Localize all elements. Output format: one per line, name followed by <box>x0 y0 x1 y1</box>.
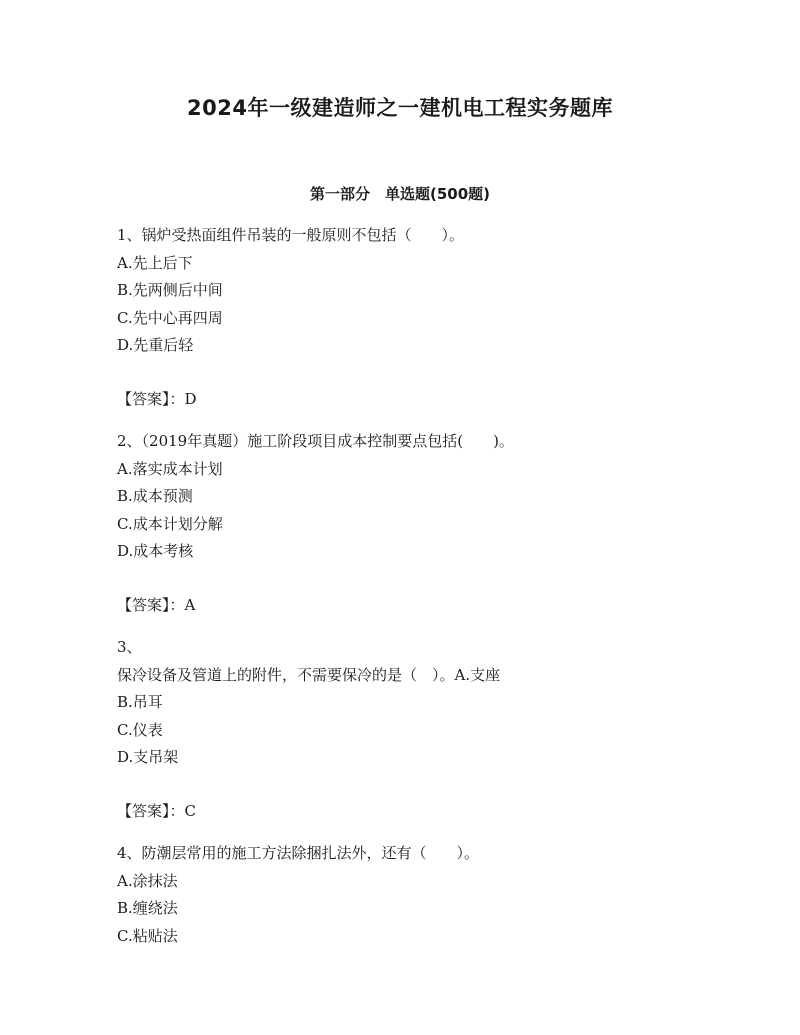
question-stem: 2、（2019年真题）施工阶段项目成本控制要点包括( )。 <box>117 432 514 450</box>
answer-line: 【答案】：A <box>117 595 196 614</box>
option-b: B.吊耳 <box>117 693 163 711</box>
option-c: C.粘贴法 <box>117 926 178 945</box>
question-2 <box>117 428 717 619</box>
answer-line: 【答案】：C <box>117 801 196 820</box>
option-a: A.涂抹法 <box>117 871 178 890</box>
option-d: D.支吊架 <box>117 748 179 766</box>
option-d: D.成本考核 <box>117 542 194 560</box>
option-a: A.落实成本计划 <box>117 459 223 478</box>
answer-line: 【答案】：D <box>117 389 197 408</box>
option-c: C.先中心再四周 <box>117 308 223 327</box>
document-title: 2024年一级建造师之一建机电工程实务题库 <box>187 96 613 120</box>
option-b: B.缠绕法 <box>117 899 178 917</box>
option-b: B.成本预测 <box>117 487 193 505</box>
option-a: A.先上后下 <box>117 253 193 272</box>
question-stem: 1、锅炉受热面组件吊装的一般原则不包括（ ）。 <box>117 226 465 244</box>
option-b: B.先两侧后中间 <box>117 281 223 299</box>
question-4 <box>117 840 717 950</box>
question-stem: 保冷设备及管道上的附件，不需要保冷的是（ ）。A.支座 <box>117 665 501 684</box>
question-3 <box>117 634 717 825</box>
option-d: D.先重后轻 <box>117 336 194 354</box>
question-list <box>117 222 717 950</box>
section-title: 第一部分 单选题(500题) <box>309 185 491 203</box>
question-1 <box>117 222 717 413</box>
question-number: 3、 <box>117 638 142 656</box>
option-c: C.仪表 <box>117 720 163 739</box>
option-c: C.成本计划分解 <box>117 514 223 533</box>
question-stem: 4、防潮层常用的施工方法除捆扎法外，还有（ ）。 <box>117 844 480 862</box>
